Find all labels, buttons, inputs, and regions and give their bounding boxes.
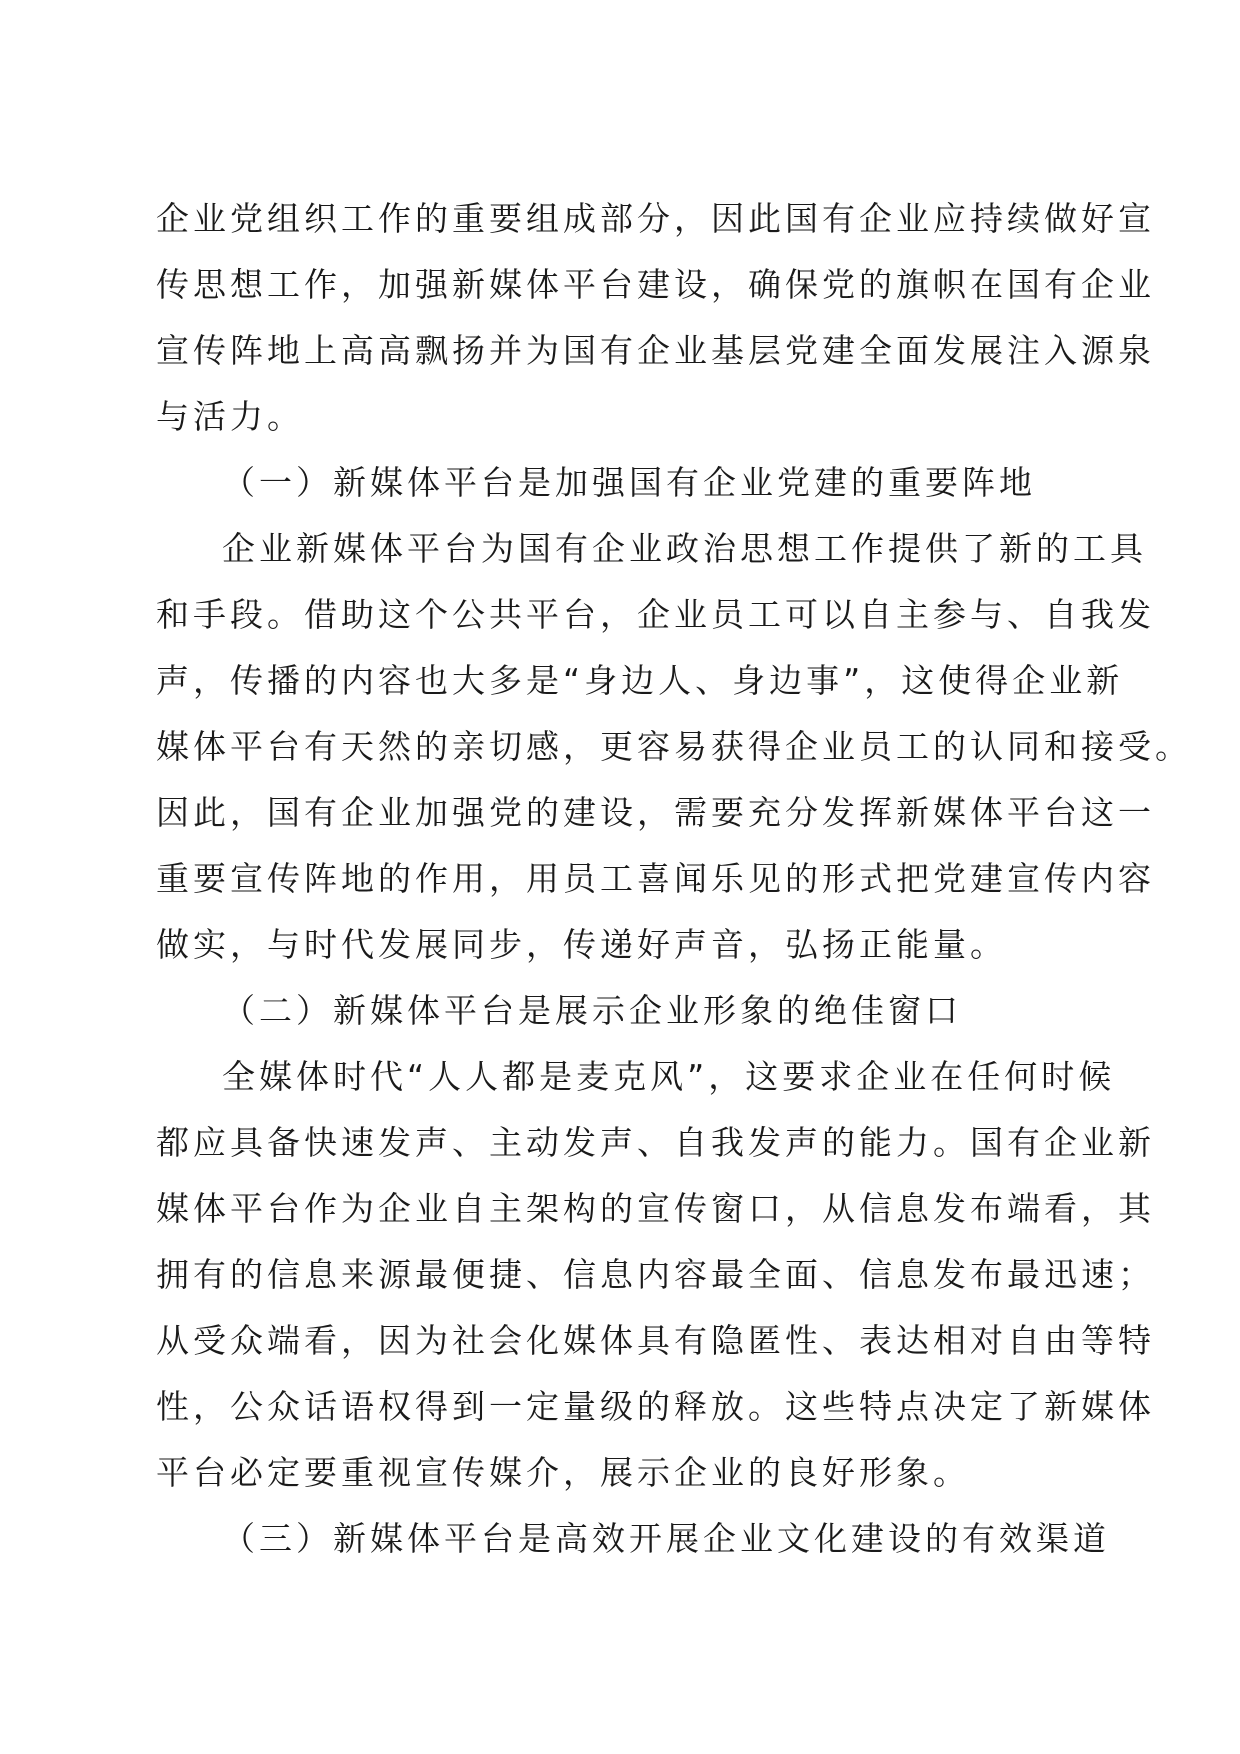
paragraph-line: 和手段。借助这个公共平台，企业员工可以自主参与、自我发 [156, 595, 1155, 634]
paragraph-line: 从受众端看，因为社会化媒体具有隐匿性、表达相对自由等特 [156, 1321, 1155, 1360]
paragraph-line: 宣传阵地上高高飘扬并为国有企业基层党建全面发展注入源泉 [156, 331, 1155, 370]
section-heading-2: （二）新媒体平台是展示企业形象的绝佳窗口 [222, 991, 962, 1030]
paragraph-line: 因此，国有企业加强党的建设，需要充分发挥新媒体平台这一 [156, 793, 1155, 832]
paragraph-line: 性，公众话语权得到一定量级的释放。这些特点决定了新媒体 [156, 1387, 1155, 1426]
paragraph-line: 企业党组织工作的重要组成部分，因此国有企业应持续做好宣 [156, 199, 1155, 238]
paragraph-line: 声，传播的内容也大多是“身边人、身边事”，这使得企业新 [156, 661, 1124, 700]
paragraph-line: 拥有的信息来源最便捷、信息内容最全面、信息发布最迅速； [156, 1255, 1155, 1294]
paragraph-line: 媒体平台有天然的亲切感，更容易获得企业员工的认同和接受。 [156, 727, 1192, 766]
section-heading-3: （三）新媒体平台是高效开展企业文化建设的有效渠道 [222, 1519, 1110, 1558]
paragraph-line: 重要宣传阵地的作用，用员工喜闻乐见的形式把党建宣传内容 [156, 859, 1155, 898]
paragraph-line: 媒体平台作为企业自主架构的宣传窗口，从信息发布端看，其 [156, 1189, 1155, 1228]
document-body [156, 186, 1192, 1572]
paragraph-line: 企业新媒体平台为国有企业政治思想工作提供了新的工具 [222, 529, 1147, 568]
section-heading-1: （一）新媒体平台是加强国有企业党建的重要阵地 [222, 463, 1036, 502]
paragraph-line: 都应具备快速发声、主动发声、自我发声的能力。国有企业新 [156, 1123, 1155, 1162]
paragraph-line: 做实，与时代发展同步，传递好声音，弘扬正能量。 [156, 925, 1007, 964]
paragraph-line: 与活力。 [156, 397, 304, 436]
paragraph-line: 传思想工作，加强新媒体平台建设，确保党的旗帜在国有企业 [156, 265, 1155, 304]
paragraph-line: 平台必定要重视宣传媒介，展示企业的良好形象。 [156, 1453, 970, 1492]
paragraph-line: 全媒体时代“人人都是麦克风”，这要求企业在任何时候 [222, 1057, 1116, 1096]
